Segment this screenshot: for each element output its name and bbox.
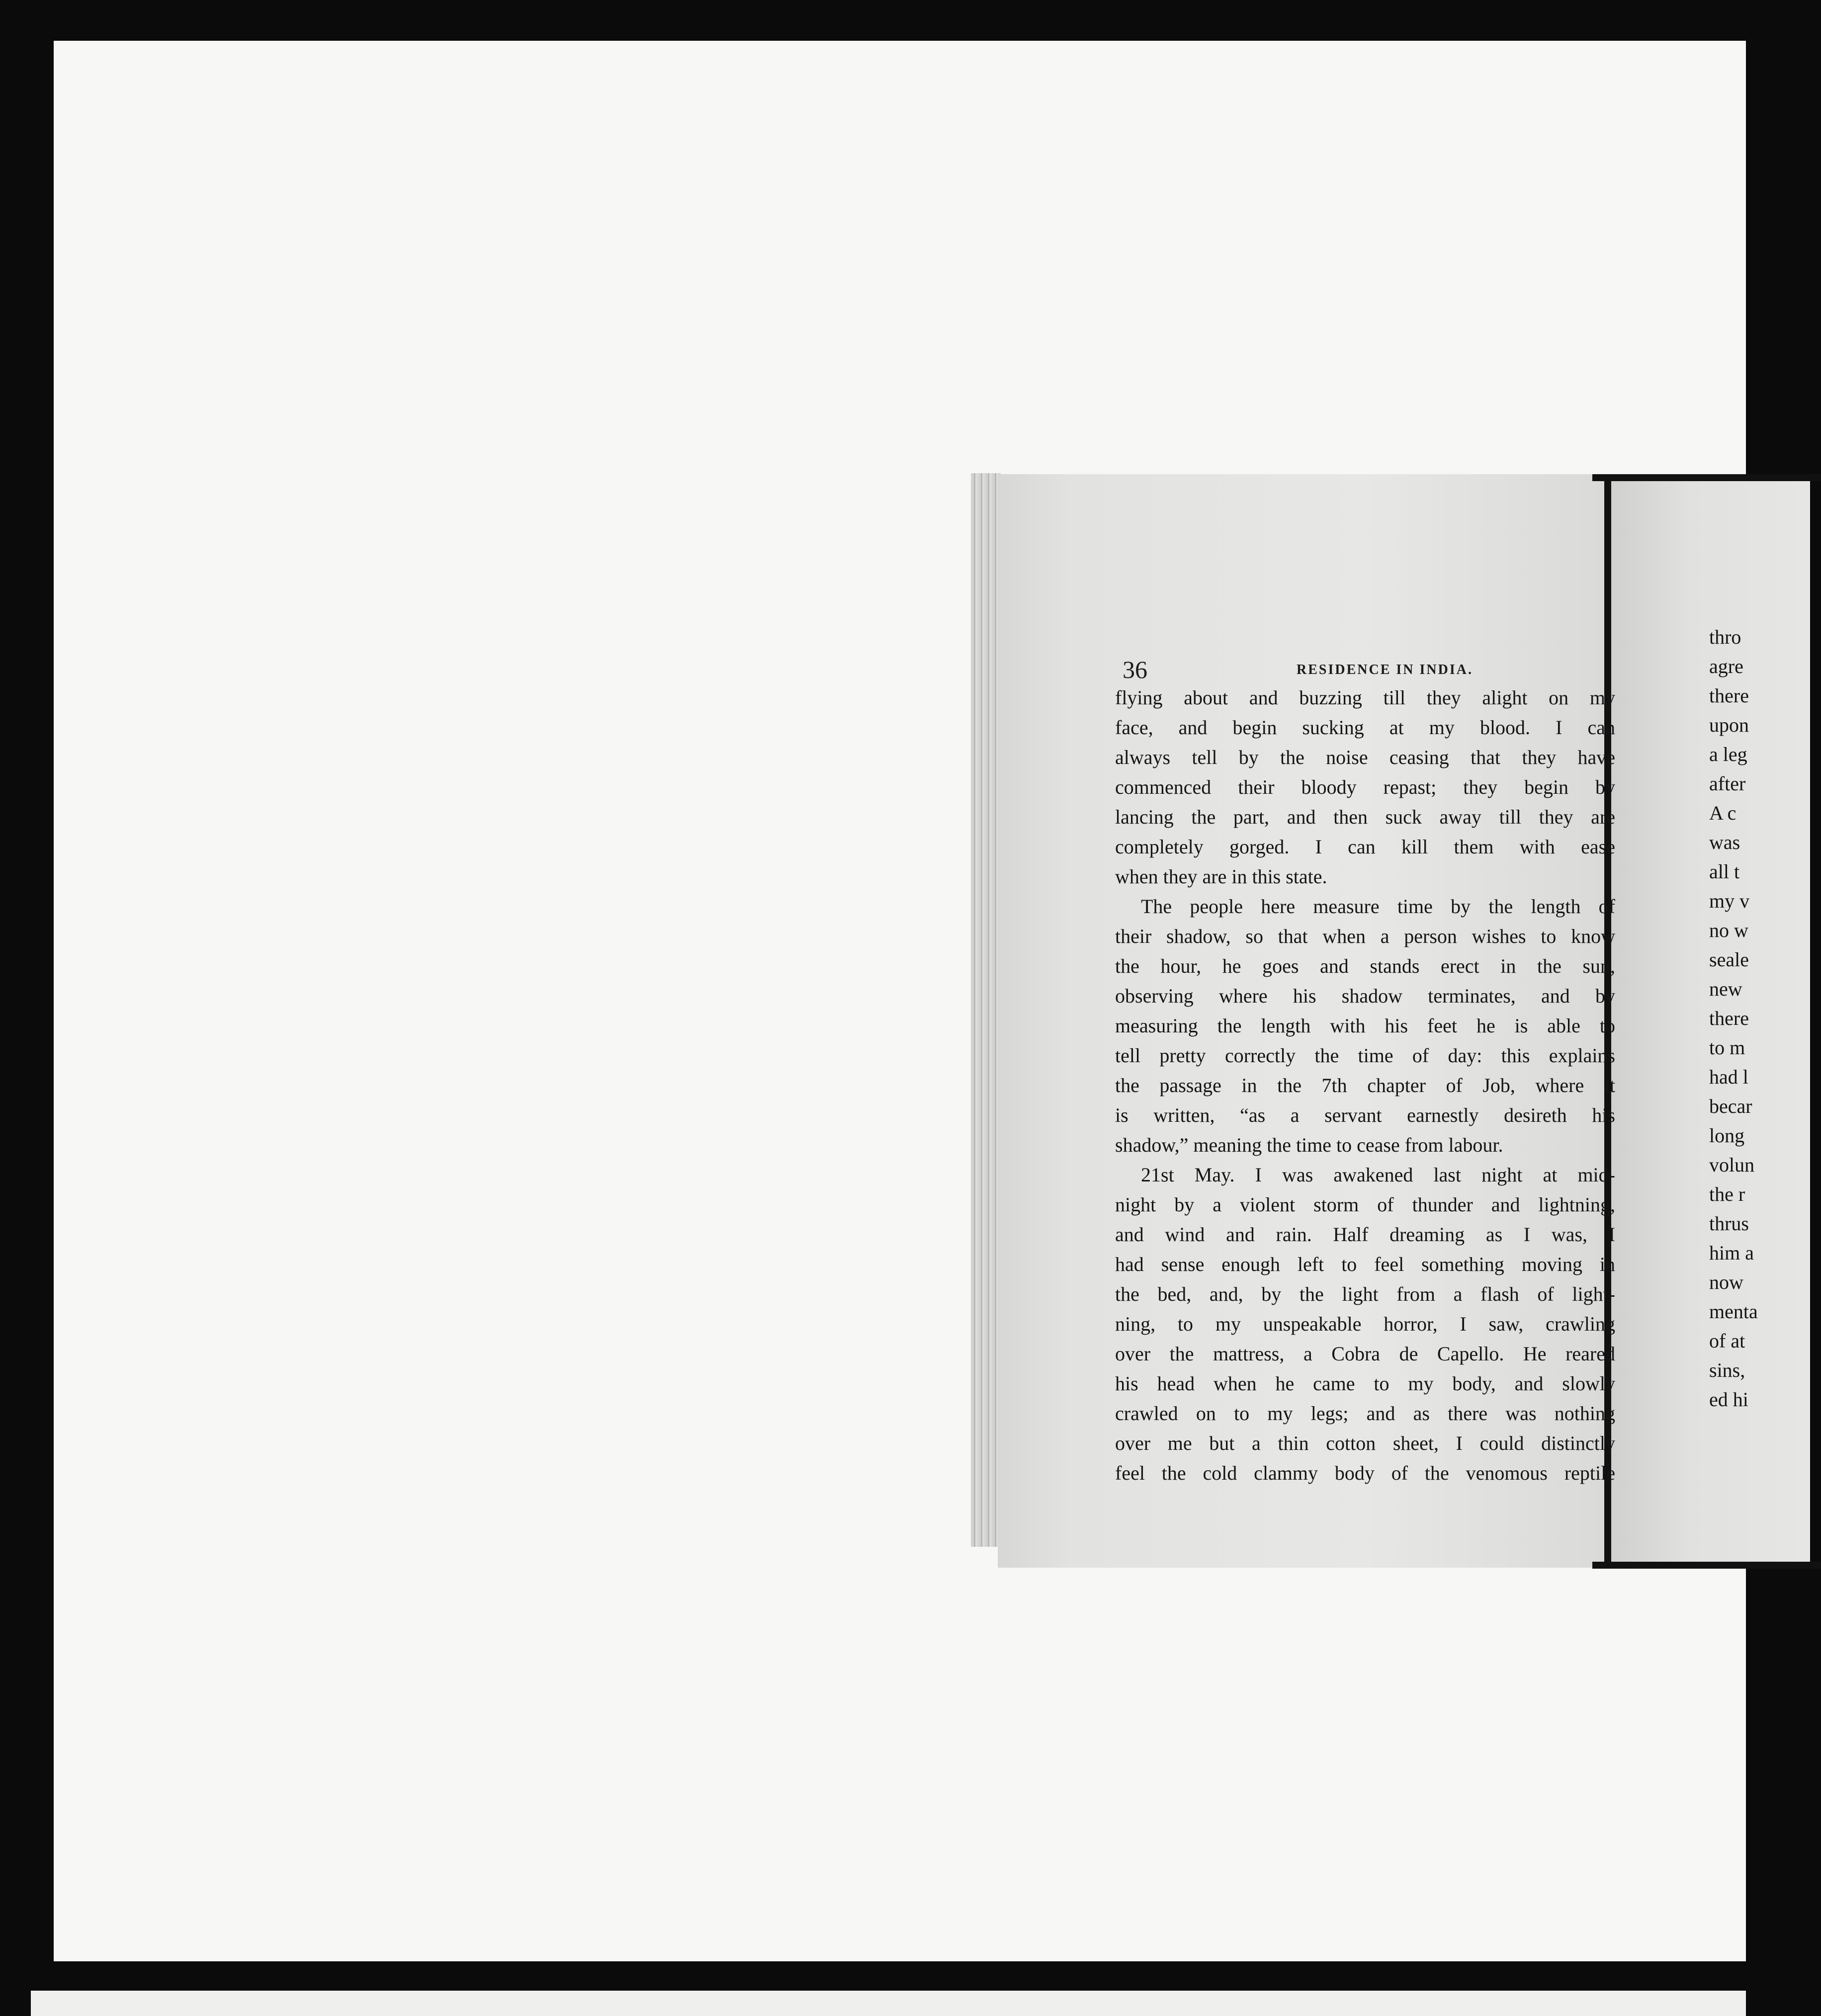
text-line: night by a violent storm of thunder and lightning, bbox=[1115, 1193, 1615, 1216]
fragment-line: there bbox=[1709, 684, 1749, 707]
fragment-line: all t bbox=[1709, 860, 1740, 883]
fragment-line: was bbox=[1709, 831, 1740, 853]
film-edge bbox=[31, 1991, 1746, 2016]
fragment-line: him a bbox=[1709, 1242, 1754, 1264]
fragment-line: agre bbox=[1709, 655, 1743, 677]
fragment-line: there bbox=[1709, 1007, 1749, 1029]
text-line: over the mattress, a Cobra de Capello. He reared bbox=[1115, 1343, 1615, 1365]
text-line: is written, “as a servant earnestly desireth his bbox=[1115, 1104, 1615, 1126]
text-line: when they are in this state. bbox=[1115, 865, 1327, 888]
microfilm-frame bbox=[54, 41, 1758, 1961]
fragment-line: sins, bbox=[1709, 1359, 1745, 1381]
fragment-line: becar bbox=[1709, 1095, 1752, 1117]
fragment-line: volun bbox=[1709, 1154, 1755, 1176]
fragment-line: my v bbox=[1709, 890, 1750, 912]
text-line: lancing the part, and then suck away till they are bbox=[1115, 806, 1615, 828]
fragment-line: after bbox=[1709, 772, 1746, 795]
fragment-line: A c bbox=[1709, 802, 1736, 824]
fragment-line: of at bbox=[1709, 1330, 1745, 1352]
text-line: The people here measure time by the length of bbox=[1141, 895, 1615, 918]
text-line: over me but a thin cotton sheet, I could distinctly bbox=[1115, 1432, 1615, 1454]
text-line: the passage in the 7th chapter of Job, where it bbox=[1115, 1074, 1615, 1096]
fragment-line: no w bbox=[1709, 919, 1748, 941]
text-line: completely gorged. I can kill them with ease bbox=[1115, 836, 1615, 858]
text-line: his head when he came to my body, and slowly bbox=[1115, 1372, 1615, 1395]
text-line: the bed, and, by the light from a flash of light- bbox=[1115, 1283, 1615, 1305]
fragment-line: a leg bbox=[1709, 743, 1747, 765]
text-line: face, and begin sucking at my blood. I can bbox=[1115, 716, 1615, 739]
text-line: measuring the length with his feet he is able to bbox=[1115, 1014, 1615, 1037]
fragment-line: new bbox=[1709, 978, 1742, 1000]
binding-band-top bbox=[1592, 474, 1821, 481]
running-head: RESIDENCE IN INDIA. bbox=[1297, 662, 1473, 677]
text-line: the hour, he goes and stands erect in the sun, bbox=[1115, 955, 1615, 977]
fragment-line: had l bbox=[1709, 1066, 1748, 1088]
text-line: and wind and rain. Half dreaming as I was, I bbox=[1115, 1223, 1615, 1246]
fragment-line: ed hi bbox=[1709, 1388, 1748, 1411]
text-line: crawled on to my legs; and as there was nothing bbox=[1115, 1402, 1615, 1425]
text-line: their shadow, so that when a person wishes to know bbox=[1115, 925, 1615, 947]
page-text bbox=[1115, 683, 1615, 1488]
fragment-line: to m bbox=[1709, 1036, 1745, 1059]
text-line: always tell by the noise ceasing that they have bbox=[1115, 746, 1615, 768]
text-line: had sense enough left to feel something moving in bbox=[1115, 1253, 1615, 1275]
text-line: observing where his shadow terminates, and by bbox=[1115, 985, 1615, 1007]
facing-page-text bbox=[1709, 622, 1764, 1414]
page-number: 36 bbox=[1123, 656, 1147, 683]
fragment-line: thrus bbox=[1709, 1212, 1749, 1235]
fragment-line: the r bbox=[1709, 1183, 1745, 1205]
text-line: commenced their bloody repast; they begin by bbox=[1115, 776, 1615, 798]
text-line: shadow,” meaning the time to cease from labour. bbox=[1115, 1134, 1503, 1156]
fragment-line: now bbox=[1709, 1271, 1743, 1293]
fragment-line: long bbox=[1709, 1124, 1745, 1147]
fragment-line: menta bbox=[1709, 1300, 1758, 1323]
fragment-line: upon bbox=[1709, 714, 1749, 736]
text-line: flying about and buzzing till they alight on my bbox=[1115, 686, 1615, 709]
fragment-line: seale bbox=[1709, 948, 1749, 971]
fragment-line: thro bbox=[1709, 626, 1741, 648]
text-line: 21st May. I was awakened last night at mid- bbox=[1141, 1164, 1615, 1186]
page-edges bbox=[971, 473, 1001, 1547]
binding-band-bottom bbox=[1592, 1562, 1821, 1569]
text-line: ning, to my unspeakable horror, I saw, crawling bbox=[1115, 1313, 1615, 1335]
text-line: feel the cold clammy body of the venomous reptile bbox=[1115, 1462, 1615, 1484]
text-line: tell pretty correctly the time of day: this explains bbox=[1115, 1044, 1615, 1067]
